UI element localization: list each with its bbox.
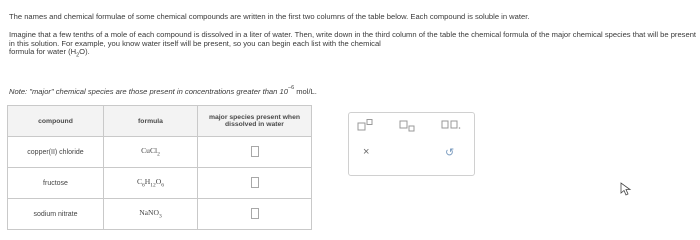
subscript-button[interactable]: [399, 120, 415, 134]
compound-name: fructose: [8, 168, 104, 199]
undo-button[interactable]: ↺: [445, 147, 455, 159]
compound-formula: NaNO$_3$: [104, 199, 198, 230]
compound-formula: $C_6H_{12}O_6$: [104, 168, 198, 199]
superscript-button[interactable]: [357, 119, 373, 133]
table-row: [8, 199, 312, 230]
note-line: Note: "major" chemical species are those present in concentrations greater than $10^{-6}$ mol/L.: [9, 85, 317, 96]
answer-cell: [198, 199, 312, 230]
instructions-paragraph: Imagine that a few tenths of a mole of each compound is dissolved in a liter of water. Then, write down in the third column of the table the chemical formula of the major chemical species that will be present in this solution. For example, you know water itself will be present, so you can begin each list with the chemical: [9, 30, 697, 48]
table-row: [8, 168, 312, 199]
answer-cell: [198, 168, 312, 199]
superscript-icon: [357, 119, 373, 131]
compound-name: sodium nitrate: [8, 199, 104, 230]
compound-formula: CuCl$_2$: [104, 137, 198, 168]
answer-cell: [198, 137, 312, 168]
clear-button[interactable]: ×: [363, 146, 370, 158]
compound-table: [7, 105, 312, 230]
intro-paragraph: The names and chemical formulae of some chemical compounds are written in the first two columns of the table below. Each compound is soluble in water.: [9, 12, 530, 21]
subscript-icon: [399, 120, 415, 132]
mouse-cursor-icon: [620, 182, 632, 196]
answer-toolbar: [348, 112, 475, 176]
answer-input[interactable]: [251, 208, 259, 219]
header-formula: formula: [104, 106, 198, 137]
table-row: [8, 137, 312, 168]
header-compound: compound: [8, 106, 104, 137]
list-button[interactable]: [441, 120, 461, 132]
example-line: formula for water $(H_2O)$.: [9, 47, 90, 59]
list-icon: [441, 120, 461, 130]
answer-input[interactable]: [251, 146, 259, 157]
compound-name: copper(II) chloride: [8, 137, 104, 168]
answer-input[interactable]: [251, 177, 259, 188]
header-major-species: major species present when dissolved in water: [198, 106, 312, 137]
